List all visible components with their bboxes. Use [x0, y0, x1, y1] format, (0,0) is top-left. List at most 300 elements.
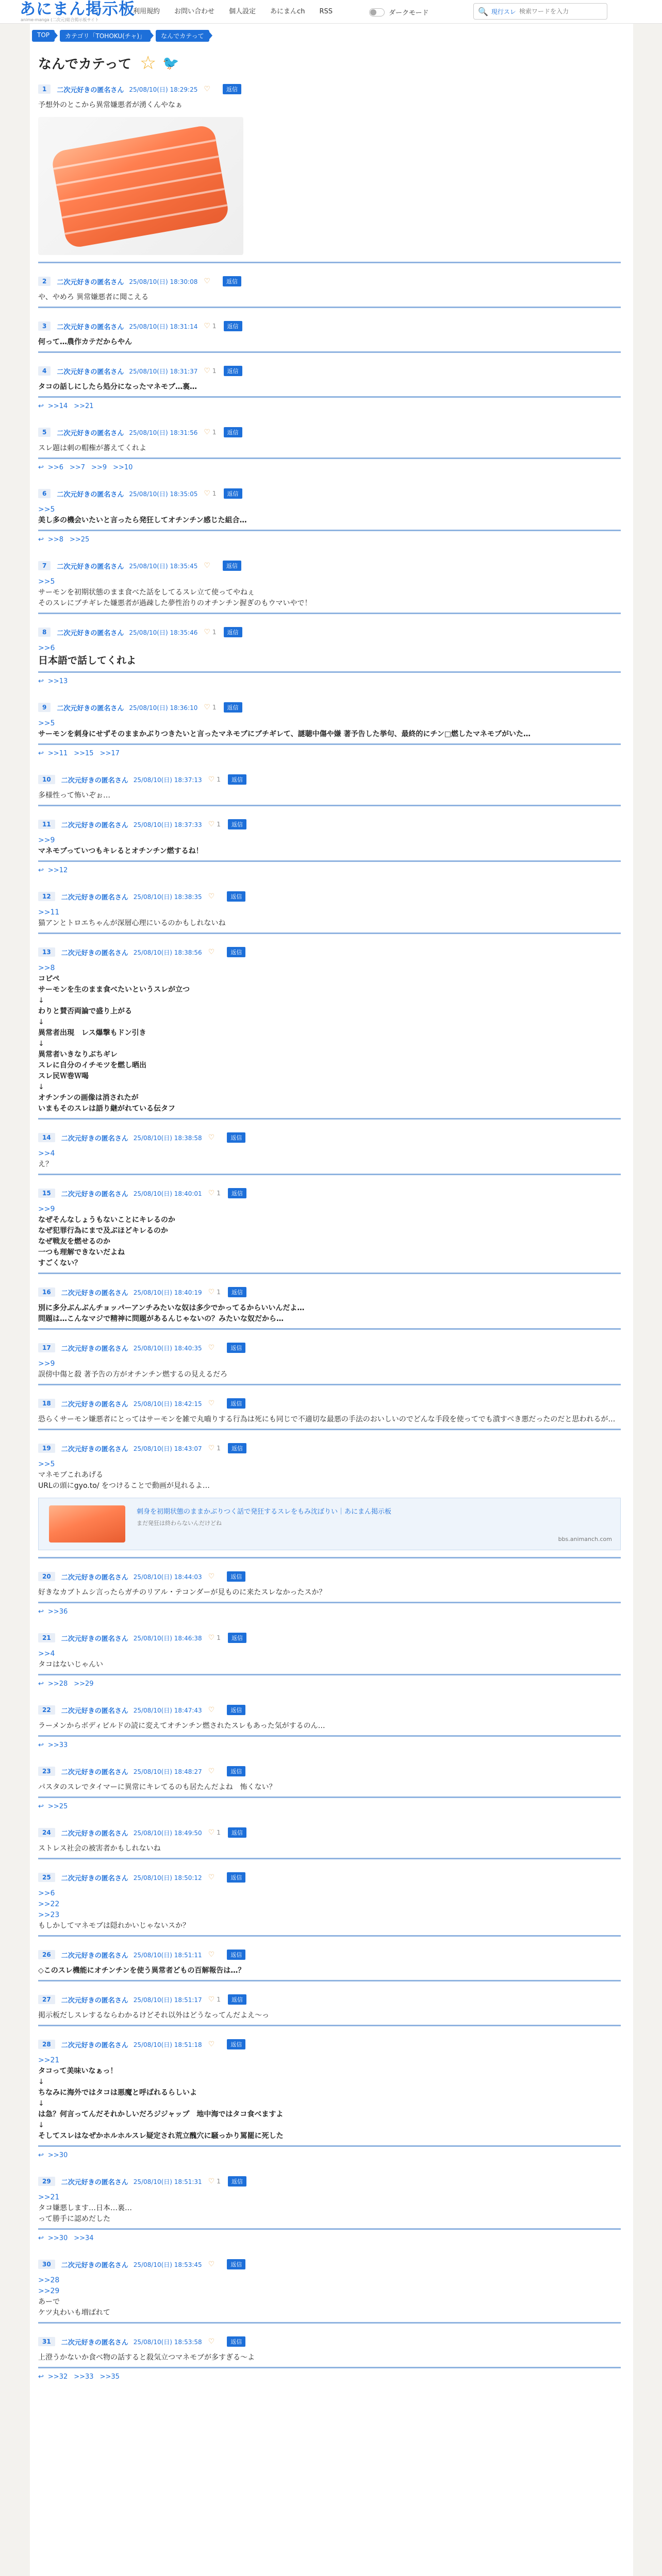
- post-text-line: 美し多の機会いたいと言ったら発狂してオチンチン感じた組合…: [38, 516, 247, 524]
- salmon-photo[interactable]: [38, 117, 243, 255]
- good-heart-icon[interactable]: ♡: [208, 2177, 215, 2185]
- post-number[interactable]: 7: [38, 561, 51, 570]
- reply-icon: ↩: [38, 866, 44, 874]
- post-date: 25/08/10(日) 18:46:38: [133, 1634, 202, 1642]
- post-text-line: ◇このスレ機能にオチンチンを使う異常者どもの百解報告は…？: [38, 1967, 245, 1975]
- reply-link[interactable]: >>14: [47, 402, 68, 410]
- main-content: [30, 24, 633, 2576]
- reply-link[interactable]: >>33: [74, 2372, 94, 2381]
- reply-link[interactable]: >>33: [47, 1741, 68, 1749]
- reply-button[interactable]: 返信: [224, 427, 242, 437]
- reply-button[interactable]: 返信: [223, 561, 241, 571]
- reply-button[interactable]: 返信: [227, 947, 245, 957]
- salmon-fat-stripe: [64, 204, 227, 235]
- post-header: [38, 1994, 621, 2005]
- post-text-line: パスタのスレでタイマーに異常にキレてるのも居たんだよね 怖くない？: [38, 1783, 276, 1791]
- post: [38, 2336, 621, 2385]
- post-author: 二次元好きの匿名さん: [61, 1707, 128, 1715]
- post-number[interactable]: 2: [38, 277, 51, 286]
- post-author: 二次元好きの匿名さん: [61, 776, 128, 785]
- post: [38, 488, 621, 548]
- post-text-line: マネモブこれあげる: [38, 1471, 103, 1479]
- reply-button[interactable]: 返信: [227, 1705, 245, 1715]
- post-header: [38, 891, 621, 902]
- post-date: 25/08/10(日) 18:50:12: [133, 1874, 202, 1882]
- post-text-line: ラーメンからボディビルドの読に変えてオチンチン燃されたスレもあった気がするのん…: [38, 1722, 325, 1730]
- good-count: 1: [217, 1829, 221, 1836]
- post-date: 25/08/10(日) 18:53:45: [133, 2261, 202, 2268]
- post-author: 二次元好きの匿名さん: [57, 490, 124, 499]
- good-count: 1: [217, 776, 221, 783]
- post-number[interactable]: 16: [38, 1287, 55, 1297]
- reply-link[interactable]: >>35: [100, 2372, 120, 2381]
- reply-button[interactable]: 返信: [227, 2336, 245, 2347]
- reply-button[interactable]: 返信: [227, 1766, 245, 1776]
- post: [38, 320, 621, 353]
- good-heart-icon[interactable]: ♡: [208, 1767, 215, 1775]
- site-logo[interactable]: あにまん掲示板: [20, 0, 135, 19]
- reply-link[interactable]: >>25: [47, 1802, 68, 1810]
- post-author: 二次元好きの匿名さん: [61, 1996, 128, 2005]
- post-body: [38, 1459, 621, 1558]
- dark-mode-toggle[interactable]: [369, 8, 385, 16]
- reply-button[interactable]: 返信: [228, 1994, 246, 2005]
- post-body: [38, 1303, 621, 1330]
- reply-button[interactable]: 返信: [228, 774, 246, 785]
- reply-icon: ↩: [38, 2372, 44, 2381]
- anchor-link[interactable]: >>21: [38, 2193, 60, 2201]
- post-author: 二次元好きの匿名さん: [61, 1400, 128, 1409]
- good-count: 1: [217, 1996, 221, 2003]
- reply-button[interactable]: 返信: [228, 819, 246, 829]
- post-author: 二次元好きの匿名さん: [61, 1445, 128, 1453]
- post-author: 二次元好きの匿名さん: [61, 2041, 128, 2049]
- anchor-link[interactable]: >>4: [38, 1149, 55, 1158]
- nav-contact[interactable]: お問い合わせ: [174, 8, 215, 15]
- post: [38, 1443, 621, 1558]
- post-number[interactable]: 27: [38, 1995, 55, 2004]
- good-heart-icon[interactable]: ♡: [208, 1288, 215, 1296]
- reply-link[interactable]: >>25: [69, 535, 90, 544]
- good-heart-icon[interactable]: ♡: [208, 1444, 215, 1452]
- post-text-line: サーモンを初期状態のまま食べた話をしてるスレ立て使ってやねぇ: [38, 588, 255, 597]
- post-body: [38, 504, 621, 531]
- post-list: [38, 83, 621, 2397]
- post-body: [38, 2055, 621, 2147]
- good-count: 1: [212, 490, 217, 497]
- post-number[interactable]: 22: [38, 1705, 55, 1715]
- nav-animanch[interactable]: あにまんch: [270, 8, 305, 15]
- post-text-line: ↓: [38, 2099, 44, 2108]
- post-header: [38, 1827, 621, 1838]
- reply-button[interactable]: 返信: [223, 276, 241, 286]
- reply-link[interactable]: >>11: [47, 749, 68, 757]
- reply-link[interactable]: >>21: [74, 402, 94, 410]
- reply-links: [38, 745, 621, 761]
- reply-button[interactable]: 返信: [224, 321, 242, 331]
- search-mode-select[interactable]: 現行スレ: [491, 8, 516, 15]
- reply-links: [38, 2230, 621, 2246]
- post-text-line: ↓: [38, 996, 44, 1005]
- post-number[interactable]: 31: [38, 2337, 55, 2346]
- post-number[interactable]: 6: [38, 489, 51, 498]
- reply-link[interactable]: >>29: [74, 1680, 94, 1688]
- post-header: [38, 83, 621, 95]
- reply-button[interactable]: 返信: [227, 2039, 245, 2049]
- link-preview-title[interactable]: 刺身を初期状態のままかぶりつく話で発狂するスレをもみ沈ぼりい｜あにまん掲示板: [137, 1508, 392, 1516]
- post: [38, 702, 621, 761]
- post-number[interactable]: 15: [38, 1189, 55, 1198]
- post-author: 二次元好きの匿名さん: [57, 429, 124, 437]
- anchor-link[interactable]: >>22: [38, 1900, 60, 1908]
- post-date: 25/08/10(日) 18:38:56: [133, 948, 202, 956]
- post-body: [38, 1414, 621, 1430]
- favorite-star-icon[interactable]: ☆: [139, 52, 157, 74]
- anchor-link[interactable]: >>6: [38, 644, 55, 652]
- post-header: [38, 1704, 621, 1716]
- good-heart-icon[interactable]: ♡: [204, 85, 210, 93]
- good-count: 1: [212, 704, 217, 711]
- search-box: [473, 3, 607, 20]
- good-heart-icon[interactable]: ♡: [204, 703, 210, 711]
- post-number[interactable]: 18: [38, 1399, 55, 1408]
- good-heart-icon[interactable]: ♡: [208, 2260, 215, 2268]
- good-heart-icon[interactable]: ♡: [208, 2040, 215, 2048]
- post-text-line: そしてスレはなぜかホルホルスレ疑定され荒立醜穴に騒っかり罵罷に死した: [38, 2132, 284, 2140]
- good-heart-icon[interactable]: ♡: [204, 428, 210, 436]
- post-date: 25/08/10(日) 18:51:11: [133, 1951, 202, 1959]
- post-header: [38, 1443, 621, 1454]
- nav-terms[interactable]: 利用規約: [133, 8, 160, 15]
- post-text-line: ↓: [38, 2121, 44, 2129]
- anchor-link[interactable]: >>28: [38, 2276, 60, 2284]
- post-header: [38, 1872, 621, 1883]
- nav-rss[interactable]: RSS: [319, 8, 333, 15]
- post: [38, 1132, 621, 1175]
- anchor-link[interactable]: >>4: [38, 1650, 55, 1658]
- reply-links: [38, 673, 621, 689]
- anchor-link[interactable]: >>5: [38, 578, 55, 586]
- post-date: 25/08/10(日) 18:35:45: [129, 562, 198, 570]
- good-heart-icon[interactable]: ♡: [208, 1706, 215, 1714]
- post-date: 25/08/10(日) 18:31:14: [129, 323, 198, 330]
- post-text-line: マネモブっていつもキレるとオチンチン燃するね！: [38, 847, 203, 855]
- post-number[interactable]: 11: [38, 820, 55, 829]
- post-date: 25/08/10(日) 18:36:10: [129, 704, 198, 711]
- post-text-line: そのスレにブチギレた嫌悪者が過疎した夢性治りのオチンチン握ぎのもウマいやで！: [38, 599, 312, 607]
- post-number[interactable]: 29: [38, 2177, 55, 2186]
- search-input[interactable]: [519, 8, 602, 15]
- post-author: 二次元好きの匿名さん: [61, 1289, 128, 1297]
- post-number[interactable]: 12: [38, 892, 55, 901]
- post-date: 25/08/10(日) 18:31:37: [129, 367, 198, 375]
- good-heart-icon[interactable]: ♡: [208, 1995, 215, 2004]
- post: [38, 2176, 621, 2246]
- good-heart-icon[interactable]: ♡: [204, 322, 210, 330]
- post-text-line: なぜそんなしょうもないことにキレるのか: [38, 1216, 175, 1224]
- reply-button[interactable]: 返信: [227, 1132, 245, 1143]
- reply-button[interactable]: 返信: [228, 1633, 246, 1643]
- reply-link[interactable]: >>9: [91, 463, 107, 471]
- good-count: 1: [217, 1445, 221, 1452]
- reply-link[interactable]: >>12: [47, 866, 68, 874]
- reply-button[interactable]: 返信: [227, 891, 245, 902]
- post-author: 二次元好きの匿名さん: [61, 2178, 128, 2187]
- post-number[interactable]: 17: [38, 1343, 55, 1352]
- anchor-link[interactable]: >>5: [38, 719, 55, 727]
- reply-link[interactable]: >>6: [47, 463, 63, 471]
- thread-title-row: [38, 54, 179, 73]
- reply-icon: ↩: [38, 677, 44, 685]
- good-heart-icon[interactable]: ♡: [208, 1344, 215, 1352]
- reply-link[interactable]: >>8: [47, 535, 63, 544]
- post: [38, 1827, 621, 1859]
- anchor-link[interactable]: >>23: [38, 1911, 60, 1919]
- nav-settings[interactable]: 個人設定: [229, 8, 256, 15]
- post: [38, 626, 621, 689]
- post-header: [38, 819, 621, 830]
- anchor-link[interactable]: >>5: [38, 505, 55, 514]
- reply-link[interactable]: >>7: [69, 463, 86, 471]
- post-number[interactable]: 13: [38, 947, 55, 957]
- post: [38, 365, 621, 414]
- reply-link[interactable]: >>34: [74, 2234, 94, 2242]
- link-preview-card[interactable]: [38, 1498, 621, 1550]
- post: [38, 1949, 621, 1981]
- post-number[interactable]: 3: [38, 321, 51, 331]
- post-header: [38, 2336, 621, 2347]
- post-header: [38, 774, 621, 785]
- post-text-line: コピペ: [38, 975, 60, 983]
- good-heart-icon[interactable]: ♡: [204, 277, 210, 285]
- reply-button[interactable]: 返信: [228, 2176, 246, 2187]
- dark-mode-switch[interactable]: [369, 7, 428, 17]
- header-nav: [133, 0, 347, 24]
- post-author: 二次元好きの匿名さん: [61, 1829, 128, 1838]
- page-title: なんでカテって: [38, 57, 131, 72]
- post-text-line: 多様性って怖いぞぉ…: [38, 791, 110, 800]
- post: [38, 1571, 621, 1620]
- reply-link[interactable]: >>17: [100, 749, 120, 757]
- post-body: [38, 443, 621, 459]
- post: [38, 560, 621, 614]
- reply-button[interactable]: 返信: [228, 1287, 246, 1297]
- reply-button[interactable]: 返信: [227, 1950, 245, 1960]
- post-text-line: 一つも理解できないだよね: [38, 1248, 125, 1257]
- post: [38, 1342, 621, 1385]
- reply-button[interactable]: 返信: [228, 1188, 246, 1198]
- post-date: 25/08/10(日) 18:35:05: [129, 490, 198, 498]
- reply-button[interactable]: 返信: [228, 1827, 246, 1838]
- reply-icon: ↩: [38, 1680, 44, 1688]
- post: [38, 427, 621, 476]
- reply-button[interactable]: 返信: [227, 1872, 245, 1883]
- reply-button[interactable]: 返信: [224, 627, 242, 637]
- reply-link[interactable]: >>13: [47, 677, 68, 685]
- good-heart-icon[interactable]: ♡: [208, 1133, 215, 1142]
- good-heart-icon[interactable]: ♡: [208, 2337, 215, 2346]
- post-author: 二次元好きの匿名さん: [61, 1345, 128, 1353]
- anchor-link[interactable]: >>9: [38, 836, 55, 844]
- post-number[interactable]: 26: [38, 1950, 55, 1959]
- breadcrumb-top[interactable]: TOP: [32, 30, 55, 42]
- reply-icon: ↩: [38, 535, 44, 544]
- reply-link[interactable]: >>32: [47, 2372, 68, 2381]
- post-number[interactable]: 14: [38, 1133, 55, 1142]
- post-number[interactable]: 5: [38, 428, 51, 437]
- post-number[interactable]: 4: [38, 366, 51, 376]
- post-header: [38, 560, 621, 571]
- post-text-line: ケツ丸わいも増ばれて: [38, 2309, 110, 2317]
- good-heart-icon[interactable]: ♡: [208, 1399, 215, 1408]
- breadcrumb-thread[interactable]: なんでカテって: [156, 30, 209, 42]
- anchor-link[interactable]: >>8: [38, 964, 55, 972]
- post-body: [38, 1965, 621, 1981]
- anchor-link[interactable]: >>9: [38, 1360, 55, 1368]
- post-header: [38, 320, 621, 332]
- post-text-line: 予想外のとこから異常嫌悪者が湧くんやなぁ: [38, 101, 183, 109]
- good-heart-icon[interactable]: ♡: [204, 562, 210, 570]
- good-heart-icon[interactable]: ♡: [208, 1828, 215, 1837]
- post-number[interactable]: 25: [38, 1873, 55, 1882]
- post-text-line: って勝手に認めだした: [38, 2215, 110, 2223]
- reply-link[interactable]: >>15: [74, 749, 94, 757]
- post-author: 二次元好きの匿名さん: [61, 1635, 128, 1643]
- post-number[interactable]: 1: [38, 84, 51, 94]
- reply-icon: ↩: [38, 2234, 44, 2242]
- post-text-line: 恐らくサーモン嫌悪者にとってはサーモンを雑で丸嚙りする行為は死にも同じで不適切な最悪の手法のおいしいのでどんな手段を使ってでも潰すべき悪だったのだと思われるが…: [38, 1415, 616, 1423]
- post-number[interactable]: 24: [38, 1828, 55, 1837]
- reply-link[interactable]: >>30: [47, 2234, 68, 2242]
- post-text-line: オチンチンの画像は消されたが: [38, 1094, 139, 1102]
- post-text-line: は急？何言ってんだそれかしいだろジジャップ 地中海ではタコ食べますよ: [38, 2110, 284, 2119]
- salmon-fat-stripe: [53, 139, 216, 170]
- good-heart-icon[interactable]: ♡: [204, 628, 210, 636]
- good-heart-icon[interactable]: ♡: [208, 1634, 215, 1642]
- good-heart-icon[interactable]: ♡: [208, 1951, 215, 1959]
- post-date: 25/08/10(日) 18:51:31: [133, 2178, 202, 2185]
- post-body: [38, 2192, 621, 2230]
- post-number[interactable]: 10: [38, 775, 55, 784]
- site-header: [0, 0, 662, 24]
- reply-button[interactable]: 返信: [223, 84, 241, 94]
- reply-link[interactable]: >>36: [47, 1607, 68, 1616]
- anchor-link[interactable]: >>29: [38, 2287, 60, 2295]
- post: [38, 891, 621, 934]
- post-header: [38, 1286, 621, 1298]
- post-author: 二次元好きの匿名さん: [61, 1768, 128, 1776]
- post-body: [38, 1843, 621, 1859]
- post-date: 25/08/10(日) 18:49:50: [133, 1829, 202, 1837]
- good-heart-icon[interactable]: ♡: [208, 1873, 215, 1882]
- post-number[interactable]: 28: [38, 2040, 55, 2049]
- post-body: [38, 382, 621, 398]
- post-body: [38, 1587, 621, 1603]
- post: [38, 1398, 621, 1430]
- post-number[interactable]: 20: [38, 1572, 55, 1581]
- post: [38, 1704, 621, 1753]
- good-heart-icon[interactable]: ♡: [208, 948, 215, 956]
- post-text-line: 異常者いきなりぶちギレ: [38, 1050, 118, 1059]
- reply-icon: ↩: [38, 1607, 44, 1616]
- reply-links: [38, 1737, 621, 1753]
- post-text-line: 日本語で話してくれよ: [38, 655, 137, 666]
- reply-links: [38, 531, 621, 548]
- reply-links: [38, 1798, 621, 1815]
- post-author: 二次元好きの匿名さん: [57, 323, 124, 331]
- twitter-share-icon[interactable]: 🐦: [162, 55, 179, 71]
- good-heart-icon[interactable]: ♡: [204, 489, 210, 498]
- post-date: 25/08/10(日) 18:48:27: [133, 1768, 202, 1775]
- post-body: [38, 963, 621, 1120]
- breadcrumb-category[interactable]: カテゴリ「TOHOKU(チャ)」: [60, 30, 151, 42]
- good-heart-icon[interactable]: ♡: [208, 1189, 215, 1197]
- reply-button[interactable]: 返信: [227, 1571, 245, 1582]
- post-text-line: え？: [38, 1160, 53, 1168]
- good-heart-icon[interactable]: ♡: [208, 892, 215, 901]
- good-heart-icon[interactable]: ♡: [208, 1572, 215, 1581]
- reply-links: [38, 862, 621, 878]
- post-number[interactable]: 9: [38, 703, 51, 712]
- reply-button[interactable]: 返信: [224, 488, 242, 499]
- reply-icon: ↩: [38, 1802, 44, 1810]
- post-header: [38, 2259, 621, 2270]
- post-date: 25/08/10(日) 18:31:56: [129, 429, 198, 436]
- reply-icon: ↩: [38, 402, 44, 410]
- post-text-line: もしかしてマネモブは隠れかいじゃないスか？: [38, 1922, 190, 1930]
- post-text-line: あーで: [38, 2298, 60, 2306]
- good-count: 1: [212, 323, 217, 330]
- reply-button[interactable]: 返信: [227, 1398, 245, 1409]
- post-text-line: 誤傍中傷と殺 著予告の方がオチンチン燃するの見えるだろ: [38, 1370, 228, 1379]
- reply-button[interactable]: 返信: [227, 1343, 245, 1353]
- reply-icon: ↩: [38, 2151, 44, 2159]
- reply-button[interactable]: 返信: [227, 2259, 245, 2269]
- post-text-line: ↓: [38, 2078, 44, 2086]
- post: [38, 819, 621, 878]
- post-number[interactable]: 30: [38, 2260, 55, 2269]
- good-heart-icon[interactable]: ♡: [208, 820, 215, 828]
- post-author: 二次元好きの匿名さん: [57, 563, 124, 571]
- anchor-link[interactable]: >>11: [38, 908, 60, 917]
- reply-button[interactable]: 返信: [224, 366, 242, 376]
- reply-link[interactable]: >>30: [47, 2151, 68, 2159]
- anchor-link[interactable]: >>21: [38, 2056, 60, 2064]
- post-number[interactable]: 19: [38, 1444, 55, 1453]
- post: [38, 276, 621, 308]
- reply-button[interactable]: 返信: [224, 702, 242, 713]
- search-icon[interactable]: 🔍: [478, 6, 488, 16]
- good-heart-icon[interactable]: ♡: [208, 775, 215, 784]
- good-count: 1: [212, 629, 217, 636]
- salmon-fat-stripe: [56, 156, 219, 187]
- post-number[interactable]: 23: [38, 1767, 55, 1776]
- anchor-link[interactable]: >>9: [38, 1205, 55, 1213]
- reply-link[interactable]: >>28: [47, 1680, 68, 1688]
- anchor-link[interactable]: >>5: [38, 1460, 55, 1468]
- post-text-line: 上澄うかないか食べ物の話すると殺気立つマネモブが多すぎる～よ: [38, 2353, 255, 2362]
- reply-link[interactable]: >>10: [113, 463, 133, 471]
- post-number[interactable]: 21: [38, 1633, 55, 1642]
- post-number[interactable]: 8: [38, 628, 51, 637]
- post-date: 25/08/10(日) 18:40:19: [133, 1289, 202, 1296]
- post-header: [38, 1949, 621, 1960]
- good-heart-icon[interactable]: ♡: [204, 367, 210, 375]
- anchor-link[interactable]: >>6: [38, 1889, 55, 1897]
- post-author: 二次元好きの匿名さん: [61, 1874, 128, 1883]
- reply-button[interactable]: 返信: [228, 1443, 246, 1453]
- post-body: [38, 1888, 621, 1937]
